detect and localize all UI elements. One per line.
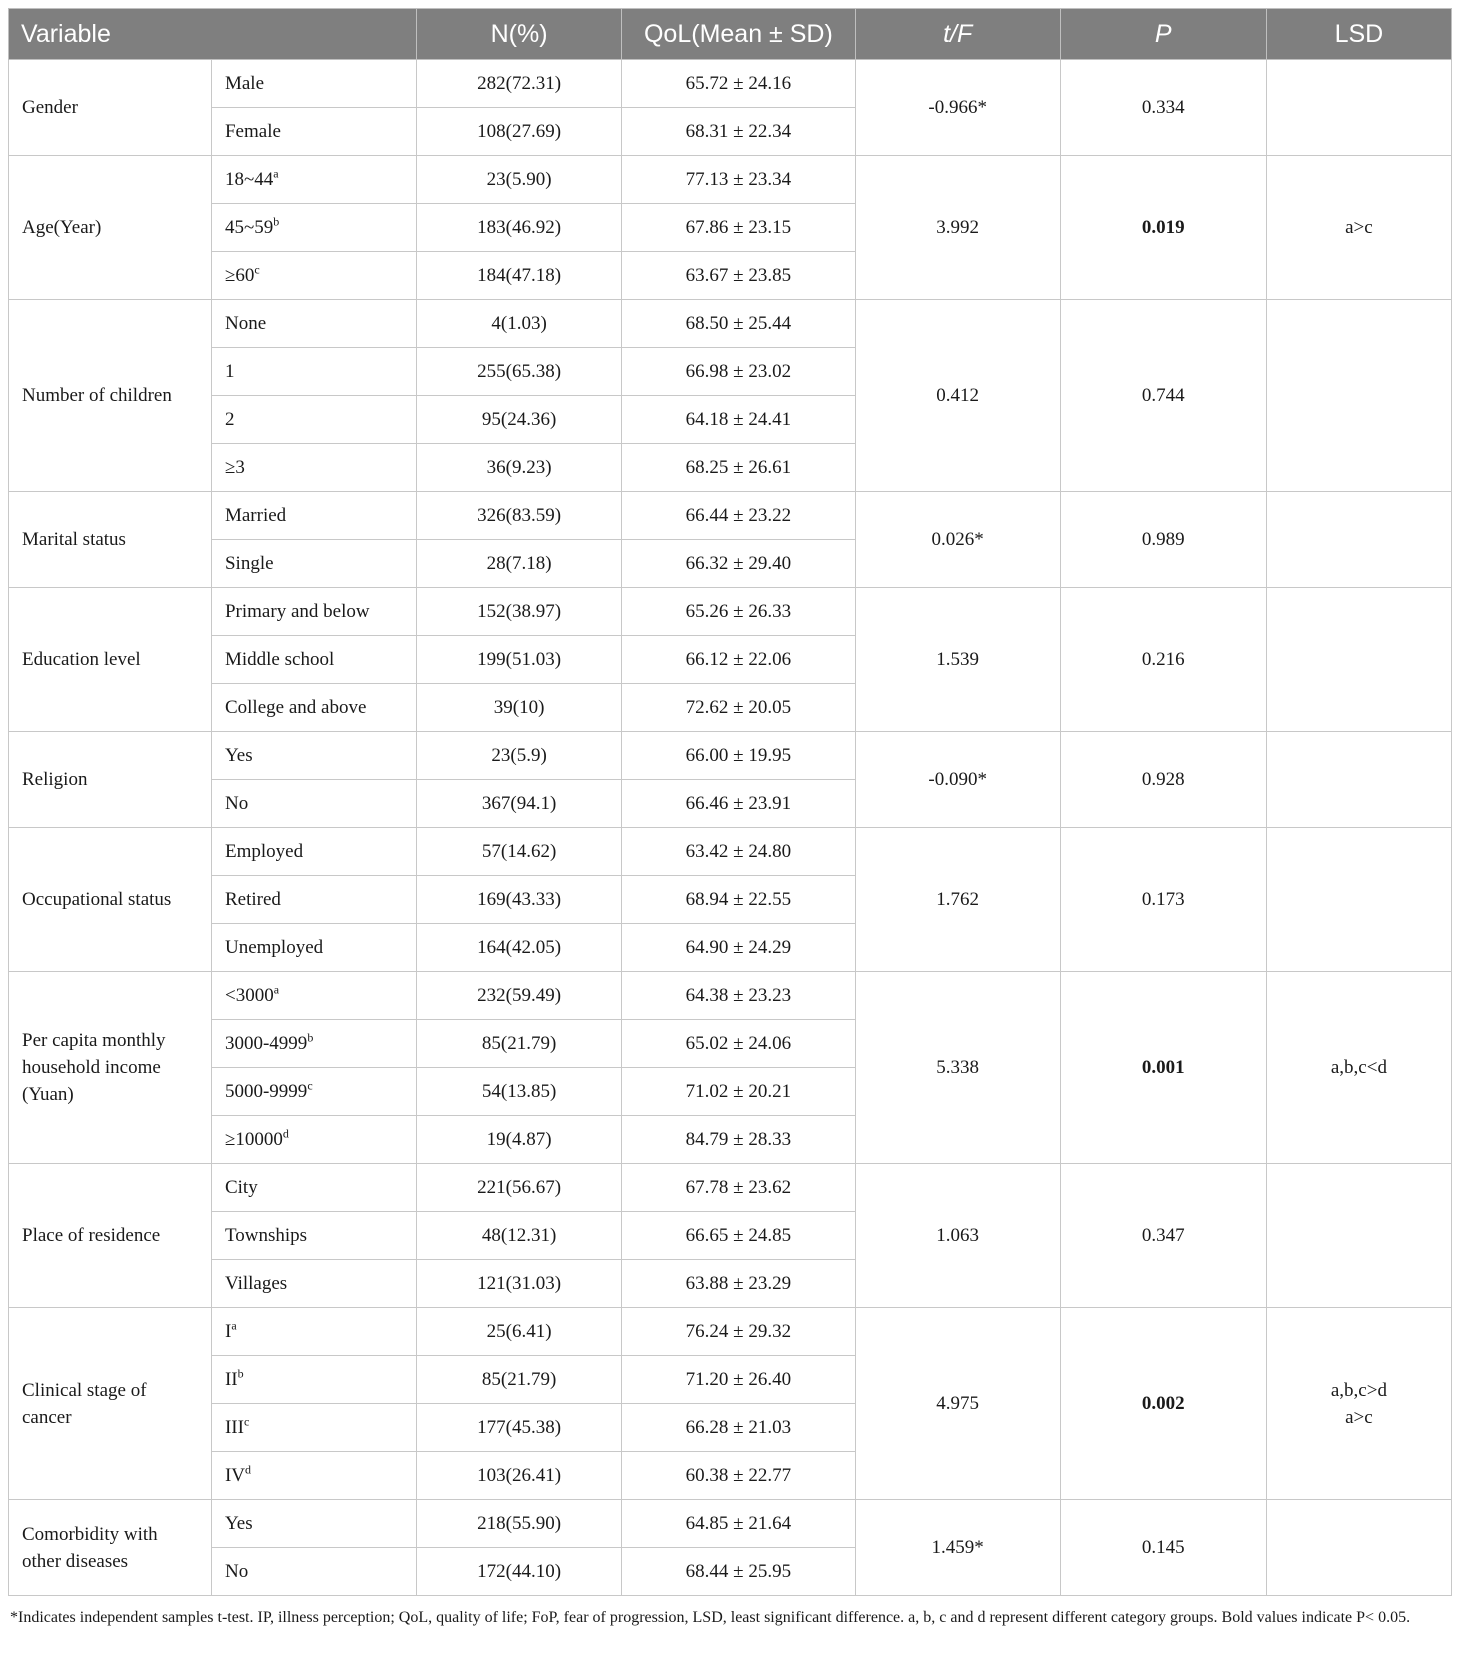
- qol-cell: 64.85 ± 21.64: [622, 1500, 855, 1548]
- qol-cell: 71.20 ± 26.40: [622, 1356, 855, 1404]
- table-row: [9, 1164, 1452, 1212]
- t-f-cell: 4.975: [855, 1308, 1060, 1500]
- p-value-cell: 0.002: [1060, 1308, 1266, 1500]
- header-t-f: t/F: [855, 9, 1060, 60]
- qol-cell: 77.13 ± 23.34: [622, 156, 855, 204]
- qol-cell: 68.94 ± 22.55: [622, 876, 855, 924]
- level-cell: [211, 828, 416, 876]
- lsd-cell: a,b,c<d: [1266, 972, 1451, 1164]
- level-superscript: c: [307, 1078, 313, 1093]
- level-label: ≥3: [224, 457, 245, 478]
- qol-cell: 66.28 ± 21.03: [622, 1404, 855, 1452]
- level-superscript: d: [282, 1126, 289, 1141]
- qol-cell: 67.86 ± 23.15: [622, 204, 855, 252]
- level-cell: [211, 1020, 416, 1068]
- table-row: [9, 156, 1452, 204]
- variable-cell: Education level: [9, 588, 212, 732]
- level-label: 2: [224, 409, 235, 430]
- qol-cell: 63.42 ± 24.80: [622, 828, 855, 876]
- n-percent-cell: 28(7.18): [417, 540, 622, 588]
- level-label: Employed: [224, 841, 304, 862]
- qol-cell: 65.72 ± 24.16: [622, 60, 855, 108]
- header-variable: Variable: [9, 9, 417, 60]
- lsd-cell: a>c: [1266, 156, 1451, 300]
- t-f-cell: 5.338: [855, 972, 1060, 1164]
- n-percent-cell: 152(38.97): [417, 588, 622, 636]
- n-percent-cell: 103(26.41): [417, 1452, 622, 1500]
- level-label: IV: [224, 1465, 246, 1486]
- lsd-cell: [1266, 1164, 1451, 1308]
- qol-cell: 66.44 ± 23.22: [622, 492, 855, 540]
- t-f-cell: -0.090*: [855, 732, 1060, 828]
- n-percent-cell: 169(43.33): [417, 876, 622, 924]
- level-label: None: [224, 313, 267, 334]
- qol-cell: 72.62 ± 20.05: [622, 684, 855, 732]
- level-label: City: [224, 1177, 258, 1198]
- p-value-cell: 0.744: [1060, 300, 1266, 492]
- level-cell: [211, 492, 416, 540]
- n-percent-cell: 36(9.23): [417, 444, 622, 492]
- header-row: [9, 9, 1452, 60]
- n-percent-cell: 177(45.38): [417, 1404, 622, 1452]
- table-row: [9, 828, 1452, 876]
- qol-cell: 64.90 ± 24.29: [622, 924, 855, 972]
- n-percent-cell: 326(83.59): [417, 492, 622, 540]
- level-cell: [211, 1164, 416, 1212]
- qol-cell: 76.24 ± 29.32: [622, 1308, 855, 1356]
- level-label: <3000: [224, 985, 274, 1006]
- level-cell: [211, 732, 416, 780]
- t-f-cell: 0.026*: [855, 492, 1060, 588]
- table-row: [9, 732, 1452, 780]
- p-value-cell: 0.145: [1060, 1500, 1266, 1596]
- lsd-cell: [1266, 732, 1451, 828]
- table-row: [9, 972, 1452, 1020]
- level-cell: [211, 1452, 416, 1500]
- table-row: [9, 60, 1452, 108]
- p-value-cell: 0.928: [1060, 732, 1266, 828]
- qol-cell: 66.12 ± 22.06: [622, 636, 855, 684]
- level-label: College and above: [224, 697, 367, 718]
- t-f-cell: 1.762: [855, 828, 1060, 972]
- qol-cell: 68.44 ± 25.95: [622, 1548, 855, 1596]
- demographics-qol-table: [8, 8, 1452, 1596]
- level-cell: [211, 1500, 416, 1548]
- table-container: [8, 8, 1452, 1630]
- qol-cell: 66.98 ± 23.02: [622, 348, 855, 396]
- level-label: ≥60: [224, 265, 255, 286]
- p-value-cell: 0.001: [1060, 972, 1266, 1164]
- p-value-cell: 0.216: [1060, 588, 1266, 732]
- n-percent-cell: 48(12.31): [417, 1212, 622, 1260]
- level-cell: [211, 1404, 416, 1452]
- header-p: P: [1060, 9, 1266, 60]
- level-cell: [211, 924, 416, 972]
- qol-cell: 64.18 ± 24.41: [622, 396, 855, 444]
- table-footnote: *Indicates independent samples t-test. IP, illness perception; QoL, quality of life; FoP, fear of progression, LSD, least significant difference. a, b, c and d represent different category groups. Bold values indicate P< 0.05.: [10, 1609, 1411, 1626]
- variable-cell: Clinical stage of cancer: [9, 1308, 212, 1500]
- n-percent-cell: 23(5.9): [417, 732, 622, 780]
- qol-cell: 64.38 ± 23.23: [622, 972, 855, 1020]
- n-percent-cell: 39(10): [417, 684, 622, 732]
- header-n-percent: N(%): [417, 9, 622, 60]
- n-percent-cell: 282(72.31): [417, 60, 622, 108]
- level-superscript: c: [243, 1414, 250, 1429]
- lsd-cell: a,b,c>d a>c: [1266, 1308, 1451, 1500]
- level-label: No: [224, 1561, 249, 1582]
- n-percent-cell: 164(42.05): [417, 924, 622, 972]
- level-cell: [211, 204, 416, 252]
- level-label: Single: [224, 553, 274, 574]
- header-qol: QoL(Mean ± SD): [622, 9, 855, 60]
- lsd-cell: [1266, 300, 1451, 492]
- n-percent-cell: 255(65.38): [417, 348, 622, 396]
- level-label: ≥10000: [224, 1129, 283, 1150]
- level-superscript: b: [237, 1366, 244, 1381]
- level-cell: [211, 1308, 416, 1356]
- p-value-cell: 0.019: [1060, 156, 1266, 300]
- level-label: Middle school: [224, 649, 335, 670]
- qol-cell: 63.67 ± 23.85: [622, 252, 855, 300]
- level-label: Female: [224, 121, 281, 142]
- level-label: 1: [224, 361, 235, 382]
- n-percent-cell: 108(27.69): [417, 108, 622, 156]
- level-cell: [211, 300, 416, 348]
- table-row: [9, 1308, 1452, 1356]
- variable-cell: Per capita monthly household income (Yuan): [9, 972, 212, 1164]
- level-cell: [211, 540, 416, 588]
- n-percent-cell: 4(1.03): [417, 300, 622, 348]
- variable-cell: Age(Year): [9, 156, 212, 300]
- variable-cell: Occupational status: [9, 828, 212, 972]
- n-percent-cell: 25(6.41): [417, 1308, 622, 1356]
- level-cell: [211, 1212, 416, 1260]
- level-label: Primary and below: [224, 601, 370, 622]
- qol-cell: 71.02 ± 20.21: [622, 1068, 855, 1116]
- lsd-cell: [1266, 60, 1451, 156]
- qol-cell: 60.38 ± 22.77: [622, 1452, 855, 1500]
- qol-cell: 68.31 ± 22.34: [622, 108, 855, 156]
- n-percent-cell: 199(51.03): [417, 636, 622, 684]
- qol-cell: 66.65 ± 24.85: [622, 1212, 855, 1260]
- lsd-cell: [1266, 828, 1451, 972]
- qol-cell: 65.02 ± 24.06: [622, 1020, 855, 1068]
- n-percent-cell: 23(5.90): [417, 156, 622, 204]
- table-body: [9, 60, 1452, 1596]
- qol-cell: 67.78 ± 23.62: [622, 1164, 855, 1212]
- variable-cell: Marital status: [9, 492, 212, 588]
- level-cell: [211, 1260, 416, 1308]
- level-superscript: a: [273, 982, 280, 997]
- n-percent-cell: 232(59.49): [417, 972, 622, 1020]
- n-percent-cell: 54(13.85): [417, 1068, 622, 1116]
- p-value-cell: 0.334: [1060, 60, 1266, 156]
- level-label: Villages: [224, 1273, 288, 1294]
- level-cell: [211, 348, 416, 396]
- level-cell: [211, 1548, 416, 1596]
- level-label: Unemployed: [224, 937, 324, 958]
- level-cell: [211, 444, 416, 492]
- table-row: [9, 1500, 1452, 1548]
- level-cell: [211, 396, 416, 444]
- qol-cell: 66.32 ± 29.40: [622, 540, 855, 588]
- n-percent-cell: 183(46.92): [417, 204, 622, 252]
- qol-cell: 68.25 ± 26.61: [622, 444, 855, 492]
- level-label: 18~44: [224, 169, 274, 190]
- level-label: III: [224, 1417, 244, 1438]
- level-cell: [211, 876, 416, 924]
- n-percent-cell: 57(14.62): [417, 828, 622, 876]
- n-percent-cell: 184(47.18): [417, 252, 622, 300]
- level-cell: [211, 1356, 416, 1404]
- qol-cell: 84.79 ± 28.33: [622, 1116, 855, 1164]
- level-cell: [211, 684, 416, 732]
- level-superscript: c: [254, 262, 260, 277]
- n-percent-cell: 19(4.87): [417, 1116, 622, 1164]
- header-lsd: LSD: [1266, 9, 1451, 60]
- level-label: 3000-4999: [224, 1033, 308, 1054]
- lsd-cell: [1266, 588, 1451, 732]
- level-superscript: a: [231, 1318, 237, 1333]
- t-f-cell: 0.412: [855, 300, 1060, 492]
- table-row: [9, 588, 1452, 636]
- level-cell: [211, 1068, 416, 1116]
- level-superscript: d: [245, 1462, 252, 1477]
- lsd-cell: [1266, 492, 1451, 588]
- level-label: Male: [224, 73, 265, 94]
- qol-cell: 68.50 ± 25.44: [622, 300, 855, 348]
- table-row: [9, 300, 1452, 348]
- level-label: I: [224, 1321, 232, 1342]
- level-label: 5000-9999: [224, 1081, 308, 1102]
- level-cell: [211, 636, 416, 684]
- n-percent-cell: 367(94.1): [417, 780, 622, 828]
- variable-cell: Gender: [9, 60, 212, 156]
- t-f-cell: 1.459*: [855, 1500, 1060, 1596]
- qol-cell: 66.46 ± 23.91: [622, 780, 855, 828]
- level-label: 45~59: [224, 217, 274, 238]
- n-percent-cell: 221(56.67): [417, 1164, 622, 1212]
- n-percent-cell: 121(31.03): [417, 1260, 622, 1308]
- table-row: [9, 492, 1452, 540]
- t-f-cell: 1.539: [855, 588, 1060, 732]
- variable-cell: Comorbidity with other diseases: [9, 1500, 212, 1596]
- p-value-cell: 0.989: [1060, 492, 1266, 588]
- level-label: Yes: [224, 1513, 253, 1534]
- lsd-cell: [1266, 1500, 1451, 1596]
- variable-cell: Place of residence: [9, 1164, 212, 1308]
- n-percent-cell: 172(44.10): [417, 1548, 622, 1596]
- p-value-cell: 0.173: [1060, 828, 1266, 972]
- t-f-cell: 1.063: [855, 1164, 1060, 1308]
- n-percent-cell: 218(55.90): [417, 1500, 622, 1548]
- level-label: No: [224, 793, 249, 814]
- level-label: II: [224, 1369, 238, 1390]
- qol-cell: 65.26 ± 26.33: [622, 588, 855, 636]
- level-cell: [211, 108, 416, 156]
- level-cell: [211, 252, 416, 300]
- level-cell: [211, 588, 416, 636]
- qol-cell: 63.88 ± 23.29: [622, 1260, 855, 1308]
- qol-cell: 66.00 ± 19.95: [622, 732, 855, 780]
- p-value-cell: 0.347: [1060, 1164, 1266, 1308]
- level-cell: [211, 156, 416, 204]
- level-cell: [211, 60, 416, 108]
- level-superscript: b: [273, 214, 280, 229]
- level-label: Married: [224, 505, 287, 526]
- n-percent-cell: 85(21.79): [417, 1020, 622, 1068]
- n-percent-cell: 95(24.36): [417, 396, 622, 444]
- t-f-cell: 3.992: [855, 156, 1060, 300]
- level-label: Yes: [224, 745, 253, 766]
- variable-cell: Number of children: [9, 300, 212, 492]
- level-superscript: a: [273, 166, 279, 181]
- level-cell: [211, 1116, 416, 1164]
- level-superscript: b: [307, 1030, 314, 1045]
- t-f-cell: -0.966*: [855, 60, 1060, 156]
- level-cell: [211, 780, 416, 828]
- n-percent-cell: 85(21.79): [417, 1356, 622, 1404]
- level-label: Townships: [224, 1225, 308, 1246]
- level-cell: [211, 972, 416, 1020]
- variable-cell: Religion: [9, 732, 212, 828]
- level-label: Retired: [224, 889, 281, 910]
